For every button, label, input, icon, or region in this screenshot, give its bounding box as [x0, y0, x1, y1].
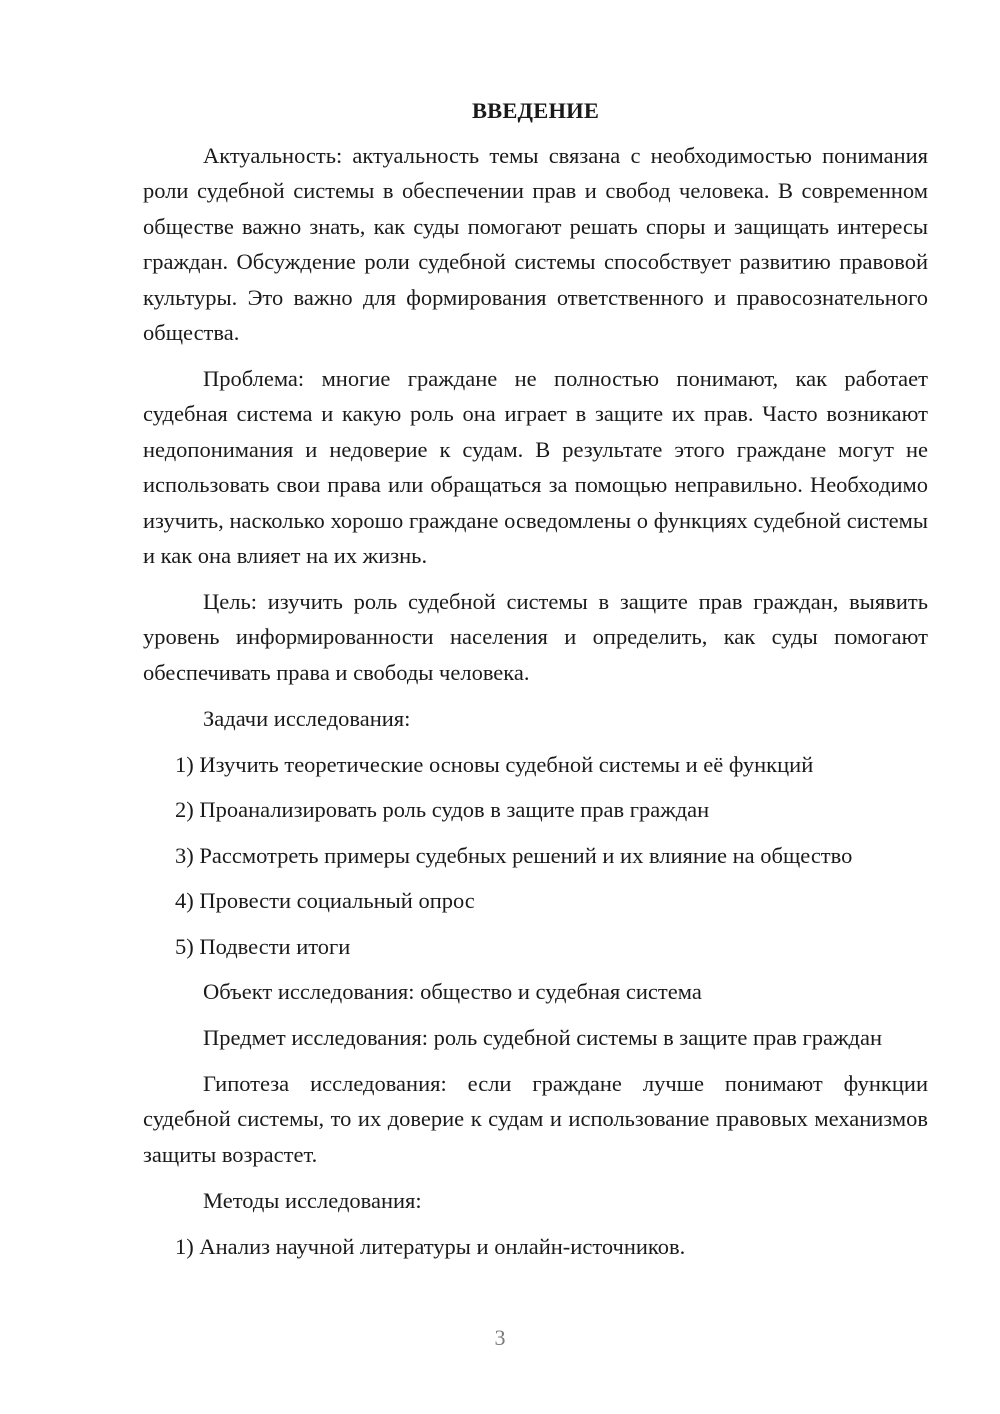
- subject-paragraph: Предмет исследования: роль судебной системы в защите прав граждан: [203, 1024, 883, 1050]
- relevance-paragraph: Актуальность: актуальность темы связана с необходимостью понимания роли судебной системы в обеспечении прав и свобод человека. В современном обществе важно знать, как суды помогают решать споры и защищать интересы граждан. Обсуждение роли судебной системы способствует развитию правовой культуры. Это важно для формирования ответственного и правосознательного общества.: [143, 143, 928, 346]
- document-body: [143, 93, 928, 1274]
- goal-paragraph: Цель: изучить роль судебной системы в защите прав граждан, выявить уровень информированности населения и определить, как суды помогают обеспечивать права и свободы человека.: [143, 589, 928, 685]
- methods-list: [143, 1229, 928, 1264]
- task-item: 3) Рассмотреть примеры судебных решений и их влияние на общество: [175, 842, 853, 868]
- tasks-heading: Задачи исследования:: [203, 705, 411, 731]
- task-item: 4) Провести социальный опрос: [175, 888, 475, 914]
- hypothesis-paragraph: Гипотеза исследования: если граждане лучше понимают функции судебной системы, то их доверие к судам и использование правовых механизмов защиты возрастет.: [143, 1070, 928, 1167]
- object-paragraph: Объект исследования: общество и судебная система: [203, 978, 702, 1004]
- problem-paragraph: Проблема: многие граждане не полностью понимают, как работает судебная система и какую роль она играет в защите их прав. Часто возникают недопонимания и недоверие к судам. В результате этого граждане могут не использовать свои права или обращаться за помощью неправильно. Необходимо изучить, насколько хорошо граждане осведомлены о функциях судебной системы и как она влияет на их жизнь.: [143, 366, 928, 569]
- task-item: 5) Подвести итоги: [175, 933, 351, 959]
- section-heading: ВВЕДЕНИЕ: [471, 98, 600, 123]
- page-number: 3: [494, 1325, 506, 1350]
- task-item: 1) Изучить теоретические основы судебной системы и её функций: [175, 751, 814, 777]
- method-item: 1) Анализ научной литературы и онлайн-источников.: [175, 1233, 686, 1259]
- methods-heading: Методы исследования:: [203, 1187, 422, 1213]
- task-item: 2) Проанализировать роль судов в защите прав граждан: [175, 797, 710, 823]
- tasks-list: [143, 747, 928, 964]
